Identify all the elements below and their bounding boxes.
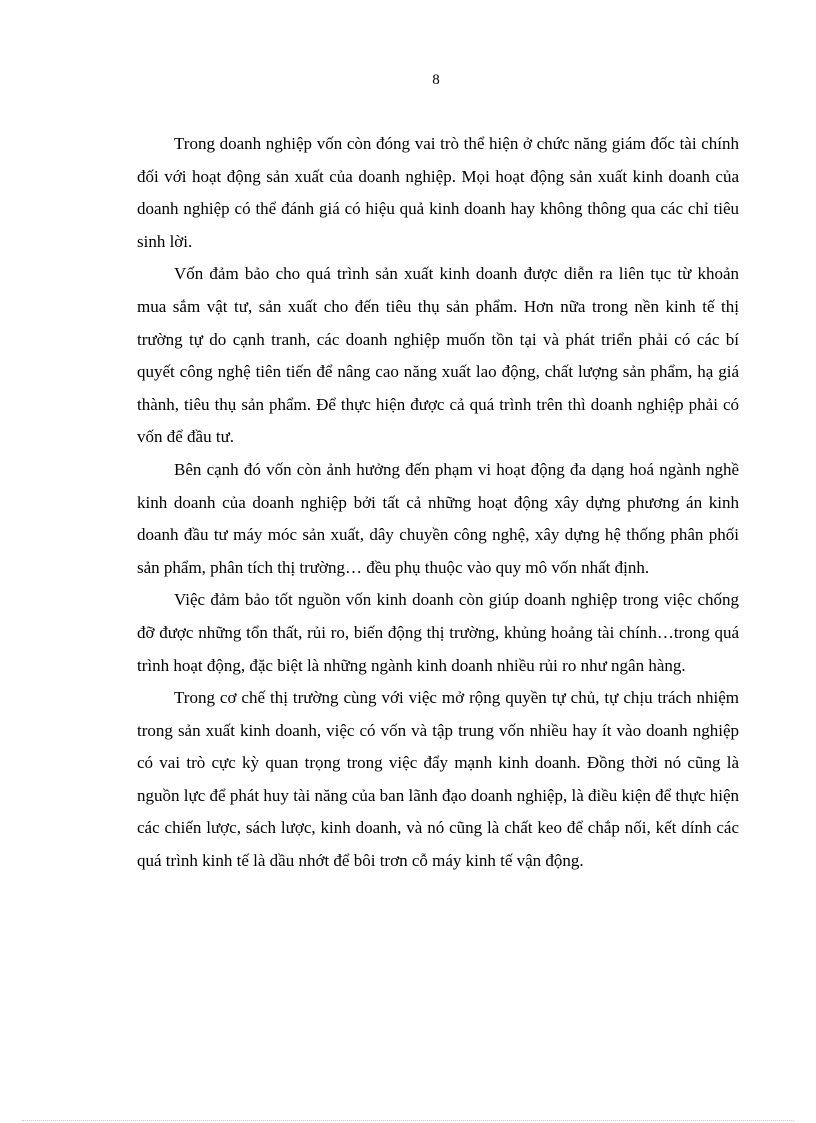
paragraph-4: Việc đảm bảo tốt nguồn vốn kinh doanh còn giúp doanh nghiệp trong việc chống đỡ được những tổn thất, rủi ro, biến động thị trường, khủng hoảng tài chính…trong quá trình hoạt động, đặc biệt là những ngành kinh doanh nhiều rủi ro như ngân hàng. [137, 590, 739, 675]
page-number: 8 [432, 72, 440, 88]
page-bottom-divider [22, 1120, 794, 1121]
paragraph-3: Bên cạnh đó vốn còn ảnh hưởng đến phạm vi hoạt động đa dạng hoá ngành nghề kinh doanh của doanh nghiệp bởi tất cả những hoạt động xây dựng phương án kinh doanh đầu tư máy móc sản xuất, dây chuyền công nghệ, xây dựng hệ thống phân phối sản phẩm, phân tích thị trường… đều phụ thuộc vào quy mô vốn nhất định. [137, 459, 739, 577]
paragraph-2: Vốn đảm bảo cho quá trình sản xuất kinh doanh được diễn ra liên tục từ khoản mua sắm vật tư, sản xuất cho đến tiêu thụ sản phẩm. Hơn nữa trong nền kinh tế thị trường tự do cạnh tranh, các doanh nghiệp muốn tồn tại và phát triển phải có các bí quyết công nghệ tiên tiến để nâng cao năng xuất lao động, chất lượng sản phẩm, hạ giá thành, tiêu thụ sản phẩm. Để thực hiện được cả quá trình trên thì doanh nghiệp phải có vốn để đầu tư. [137, 264, 739, 447]
paragraph-5: Trong cơ chế thị trường cùng với việc mở rộng quyền tự chủ, tự chịu trách nhiệm trong sản xuất kinh doanh, việc có vốn và tập trung vốn nhiều hay ít vào doanh nghiệp có vai trò cực kỳ quan trọng trong việc đẩy mạnh kinh doanh. Đồng thời nó cũng là nguồn lực để phát huy tài năng của ban lãnh đạo doanh nghiệp, là điều kiện để thực hiện các chiến lược, sách lược, kinh doanh, và nó cũng là chất keo để chắp nối, kết dính các quá trình kinh tế là dầu nhớt để bôi trơn cỗ máy kinh tế vận động. [137, 688, 739, 871]
document-body [137, 128, 739, 878]
paragraph-1: Trong doanh nghiệp vốn còn đóng vai trò thể hiện ở chức năng giám đốc tài chính đối với hoạt động sản xuất của doanh nghiệp. Mọi hoạt động sản xuất kinh doanh của doanh nghiệp có thể đánh giá có hiệu quả kinh doanh hay không thông qua các chỉ tiêu sinh lời. [137, 134, 739, 251]
